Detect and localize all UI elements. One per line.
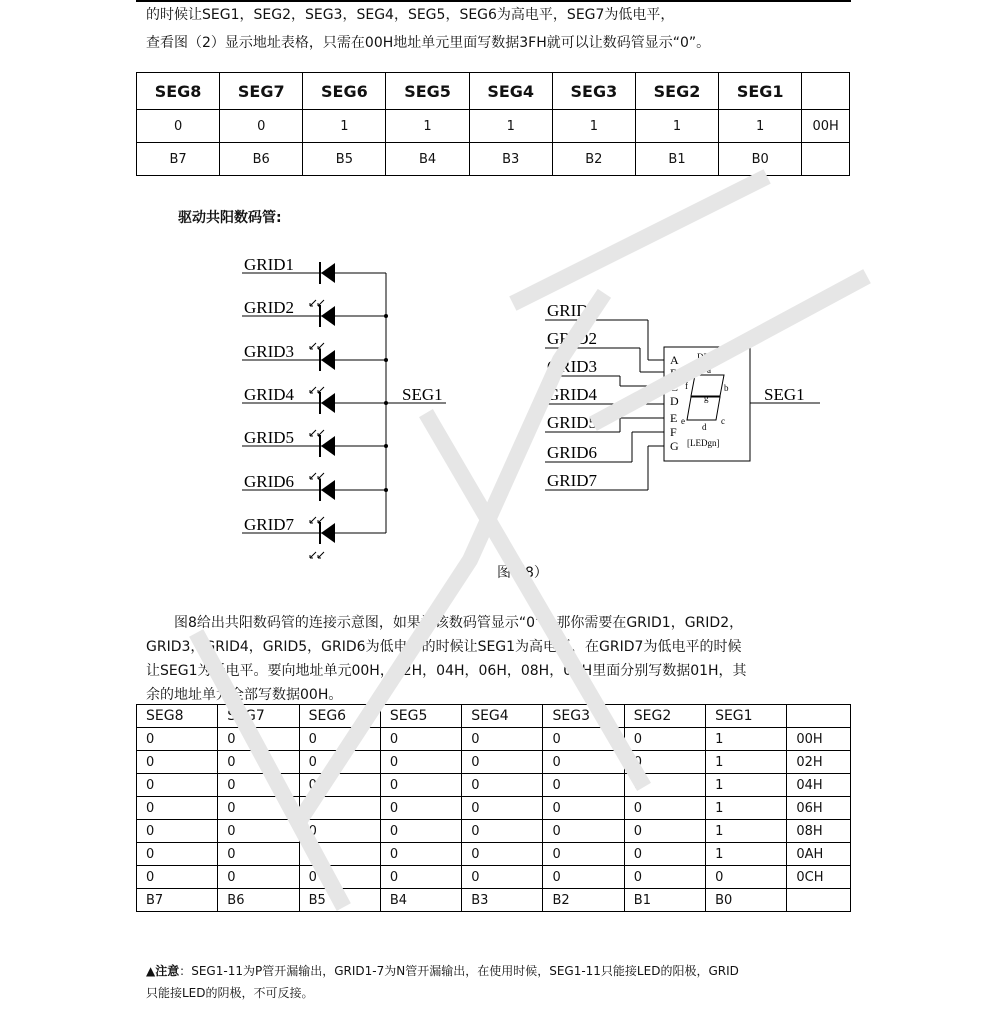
table-header-cell: SEG3 — [543, 705, 624, 728]
paragraph-line: 图8给出共阳数码管的连接示意图，如果让该数码管显示“0”，那你需要在GRID1，GRID2， — [174, 615, 744, 631]
segment-letter: g — [704, 393, 709, 403]
table-cell: 0 — [380, 866, 461, 889]
left-seg-label: SEG1 — [402, 385, 443, 404]
table-cell: 02H — [787, 751, 851, 774]
table-cell: 0 — [218, 774, 299, 797]
table-cell: 04H — [787, 774, 851, 797]
intro-line-1: 的时候让SEG1，SEG2，SEG3，SEG4，SEG5，SEG6为高电平，SEG7为低电平， — [146, 7, 675, 23]
table-cell: B0 — [719, 143, 802, 176]
table-cell: 0 — [380, 751, 461, 774]
table-cell — [787, 889, 851, 912]
explanation-paragraph — [146, 611, 852, 707]
table-cell: 0 — [137, 820, 218, 843]
table-cell: 0 — [380, 774, 461, 797]
table-cell: B3 — [462, 889, 543, 912]
note-text: ：SEG1-11为P管开漏输出，GRID1-7为N管开漏输出，在使用时候，SEG1-11只能接LED的阳极，GRID — [179, 964, 739, 978]
table-cell: 1 — [469, 110, 552, 143]
table-cell: 1 — [706, 843, 787, 866]
table-cell: B6 — [218, 889, 299, 912]
table-cell: B4 — [380, 889, 461, 912]
pin-label: F — [670, 425, 677, 439]
table-cell: 0 — [462, 751, 543, 774]
table-cell: 0 — [137, 866, 218, 889]
table-cell: 0 — [380, 797, 461, 820]
right-grid-label: GRID4 — [547, 385, 598, 404]
table-cell: 0 — [299, 774, 380, 797]
table-header-cell — [787, 705, 851, 728]
led-diode-5 — [320, 435, 335, 457]
table-cell: 00H — [787, 728, 851, 751]
segment-letter: a — [707, 365, 711, 375]
ledgn-label: [LEDgn] — [687, 438, 720, 448]
table-cell: 0 — [624, 751, 705, 774]
table-header-cell: SEG1 — [706, 705, 787, 728]
led-diode-4 — [320, 392, 335, 414]
table-cell: 1 — [635, 110, 718, 143]
table-cell: 1 — [386, 110, 469, 143]
table-cell: 0 — [218, 843, 299, 866]
table-cell: B1 — [624, 889, 705, 912]
right-grid-label: GRID3 — [547, 357, 598, 376]
table-row — [137, 820, 851, 843]
left-grid-label: GRID5 — [244, 428, 295, 447]
table-row — [137, 774, 851, 797]
table-header-cell: SEG5 — [380, 705, 461, 728]
table-row — [137, 866, 851, 889]
led-diode-7 — [320, 522, 335, 544]
right-grid-label: GRID6 — [547, 443, 598, 462]
table-cell: B5 — [303, 143, 386, 176]
table-row — [137, 843, 851, 866]
table-cell: 1 — [706, 820, 787, 843]
table-cell: 0 — [137, 728, 218, 751]
left-grid-label: GRID4 — [244, 385, 295, 404]
table-cell: 0 — [462, 820, 543, 843]
table-cell: 1 — [719, 110, 802, 143]
table-cell: B7 — [137, 143, 220, 176]
table-cell: 0 — [624, 797, 705, 820]
table-cell: 06H — [787, 797, 851, 820]
table-cell: 0 — [137, 751, 218, 774]
table-header-cell: SEG4 — [462, 705, 543, 728]
table-cell: 0 — [299, 728, 380, 751]
table-cell: 0 — [543, 774, 624, 797]
table-cell: 0CH — [787, 866, 851, 889]
table-cell: 0 — [624, 820, 705, 843]
segment-letter: e — [681, 416, 685, 426]
led-diode-1 — [320, 262, 335, 284]
table-cell: B6 — [220, 143, 303, 176]
intro-line-2: 查看图（2）显示地址表格，只需在00H地址单元里面写数据3FH就可以让数码管显示“0”。 — [146, 35, 711, 51]
table-cell: 0 — [380, 820, 461, 843]
table-header-cell: SEG6 — [299, 705, 380, 728]
table-cell: 0 — [218, 820, 299, 843]
table-cell: B4 — [386, 143, 469, 176]
table-header-cell: SEG5 — [386, 73, 469, 110]
table-cell: 08H — [787, 820, 851, 843]
table-cell: 1 — [706, 797, 787, 820]
table-header-cell: SEG2 — [635, 73, 718, 110]
table-cell: B7 — [137, 889, 218, 912]
paragraph-line: 让SEG1为低电平。要向地址单元00H，02H，04H，06H，08H，0AH里面分别写数据01H，其 — [146, 663, 747, 679]
table-cell: 0 — [137, 797, 218, 820]
table-cell: 0 — [218, 866, 299, 889]
table-cell: B2 — [552, 143, 635, 176]
table-cell: 0 — [299, 820, 380, 843]
table-cell: 0 — [218, 751, 299, 774]
table-cell: 0 — [624, 843, 705, 866]
table-header-cell: SEG3 — [552, 73, 635, 110]
figure-caption: 图（8） — [497, 565, 548, 581]
table-cell: 0 — [543, 728, 624, 751]
right-seg-label: SEG1 — [764, 385, 805, 404]
table-cell: B0 — [706, 889, 787, 912]
led-diode-6 — [320, 479, 335, 501]
table-cell: 0 — [624, 866, 705, 889]
segment-letter: b — [724, 383, 729, 393]
table-cell: 0 — [299, 843, 380, 866]
left-grid-label: GRID2 — [244, 298, 295, 317]
right-grid-label: GRID7 — [547, 471, 598, 490]
table-cell: 0 — [543, 820, 624, 843]
right-grid-label: GRID2 — [547, 329, 598, 348]
table-cell: 0 — [137, 774, 218, 797]
table-cell: 0 — [380, 843, 461, 866]
left-grid-label: GRID7 — [244, 515, 295, 534]
table-header-cell: SEG1 — [719, 73, 802, 110]
segment-letter: f — [685, 381, 688, 391]
segment-letter: c — [721, 416, 725, 426]
table-cell: B3 — [469, 143, 552, 176]
table-header-cell: SEG8 — [137, 705, 218, 728]
table-cell: 1 — [706, 728, 787, 751]
pin-label: A — [670, 353, 679, 367]
table-row — [137, 751, 851, 774]
table-cell: 0 — [462, 774, 543, 797]
table-cell: 0 — [462, 728, 543, 751]
table-cell: B1 — [635, 143, 718, 176]
paragraph-line: GRID3，GRID4，GRID5，GRID6为低电平的时候让SEG1为高电平，在GRID7为低电平的时候 — [146, 639, 742, 655]
paragraph-line: 余的地址单元全部写数据00H。 — [146, 687, 343, 703]
table-row — [137, 889, 851, 912]
pin-label: G — [670, 439, 679, 453]
table-cell: 0 — [543, 751, 624, 774]
table-cell: 0 — [462, 843, 543, 866]
table-header-cell: SEG6 — [303, 73, 386, 110]
table-cell: 1 — [706, 751, 787, 774]
table-cell: 0 — [299, 797, 380, 820]
note-marker: ▲注意 — [146, 964, 180, 978]
table-cell: 0 — [543, 797, 624, 820]
right-grid-label: GRID5 — [547, 413, 598, 432]
table-header-row — [137, 705, 851, 728]
left-grid-label: GRID3 — [244, 342, 295, 361]
segment-letter: d — [702, 422, 707, 432]
table-cell: 1 — [706, 774, 787, 797]
table-cell: 1 — [303, 110, 386, 143]
left-grid-label: GRID1 — [244, 255, 295, 274]
table-cell: 0 — [624, 774, 705, 797]
note-line: 只能接LED的阴极，不可反接。 — [146, 986, 314, 1000]
pin-label: C — [670, 380, 679, 394]
table-cell: B2 — [543, 889, 624, 912]
table-cell: 1 — [552, 110, 635, 143]
table-row — [137, 797, 851, 820]
table-cell: 0 — [220, 110, 303, 143]
table-cell: 0 — [137, 110, 220, 143]
table-cell: 0 — [137, 843, 218, 866]
table-cell: 0 — [706, 866, 787, 889]
table-cell: 0 — [218, 728, 299, 751]
table-cell: 0 — [218, 797, 299, 820]
pin-label: E — [670, 411, 678, 425]
address-table-common-anode — [136, 704, 851, 912]
table-cell: 00H — [802, 110, 850, 143]
table-cell: 0 — [624, 728, 705, 751]
table-header-cell: SEG4 — [469, 73, 552, 110]
table-cell: 0 — [299, 751, 380, 774]
left-grid-label: GRID6 — [244, 472, 295, 491]
table-cell: 0AH — [787, 843, 851, 866]
right-grid-label: GRID1 — [547, 301, 598, 320]
table-cell: B5 — [299, 889, 380, 912]
table-header-cell: SEG7 — [220, 73, 303, 110]
table-header-cell: SEG8 — [137, 73, 220, 110]
table-cell: 0 — [299, 866, 380, 889]
table-cell: 0 — [462, 797, 543, 820]
table-cell: 0 — [462, 866, 543, 889]
note-line — [146, 960, 739, 982]
table-row — [137, 728, 851, 751]
pin-label: D — [670, 394, 679, 408]
led-diode-3 — [320, 349, 335, 371]
table-cell: 0 — [380, 728, 461, 751]
table-header-cell: SEG2 — [624, 705, 705, 728]
pin-label: B — [670, 366, 679, 380]
led-diode-2 — [320, 305, 335, 327]
table-header-cell: SEG7 — [218, 705, 299, 728]
table-cell: 0 — [543, 866, 624, 889]
dpy-label: DPY — [697, 352, 716, 362]
table-cell: 0 — [543, 843, 624, 866]
section-title: 驱动共阳数码管: — [178, 210, 282, 226]
note-paragraph — [146, 960, 739, 1004]
